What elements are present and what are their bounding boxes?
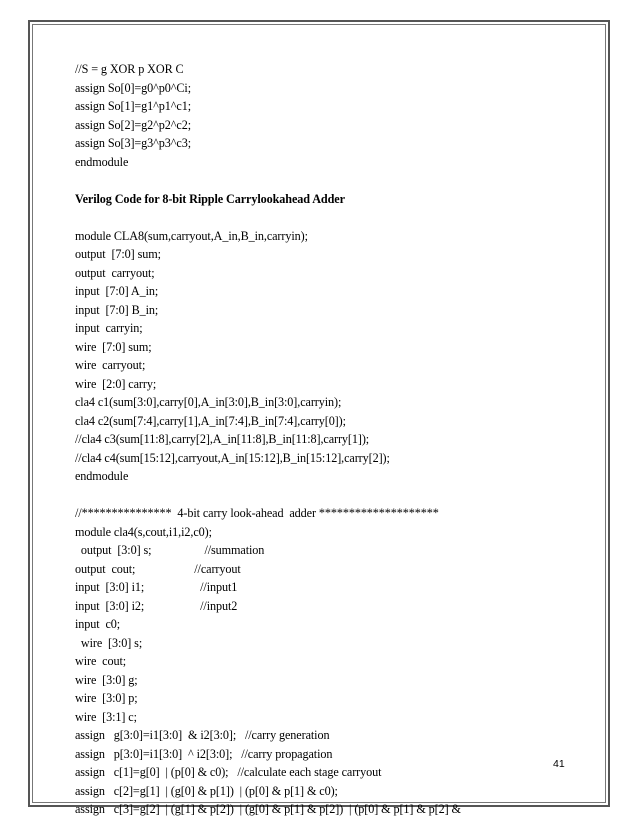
code-line: assign c[1]=g[0] | (p[0] & c0); //calculate each stage carryout [75, 765, 382, 779]
code-line: output [7:0] sum; [75, 247, 161, 261]
code-line: wire cout; [75, 654, 127, 668]
blank-line [75, 171, 575, 190]
code-line: endmodule [75, 469, 129, 483]
code-line: wire [3:1] c; [75, 709, 137, 724]
code-line: //S = g XOR p XOR C [75, 62, 184, 76]
code-line: input [7:0] A_in; [75, 284, 159, 298]
code-line: wire carryout; [75, 358, 146, 372]
code-line: //cla4 c3(sum[11:8],carry[2],A_in[11:8],B_in[11:8],carry[1]); [75, 432, 370, 446]
blank-line [75, 486, 575, 505]
code-line: output cout; //carryout [75, 561, 241, 576]
code-line: assign So[2]=g2^p2^c2; [75, 117, 191, 132]
code-listing [75, 60, 575, 819]
code-line: assign So[3]=g3^p3^c3; [75, 136, 191, 150]
page-number: 41 [553, 758, 565, 770]
code-line: input [7:0] B_in; [75, 302, 159, 317]
code-line: cla4 c2(sum[7:4],carry[1],A_in[7:4],B_in[7:4],carry[0]); [75, 413, 346, 428]
code-line: assign g[3:0]=i1[3:0] & i2[3:0]; //carry generation [75, 728, 330, 742]
code-line: output [3:0] s; //summation [75, 543, 265, 557]
code-line: input [3:0] i1; //input1 [75, 580, 238, 594]
code-line: input c0; [75, 617, 121, 631]
code-line: assign So[1]=g1^p1^c1; [75, 99, 191, 113]
code-line: wire [3:0] g; [75, 672, 138, 687]
code-line: wire [2:0] carry; [75, 376, 157, 391]
blank-line [75, 208, 575, 227]
code-line: input [3:0] i2; //input2 [75, 598, 238, 613]
code-line: assign c[3]=g[2] | (g[1] & p[2]) | (g[0] & p[1] & p[2]) | (p[0] & p[1] & p[2] & [75, 802, 461, 816]
code-line: assign c[2]=g[1] | (g[0] & p[1]) | (p[0] & p[1] & c0); [75, 783, 338, 798]
code-line: wire [7:0] sum; [75, 339, 152, 354]
code-line: //cla4 c4(sum[15:12],carryout,A_in[15:12],B_in[15:12],carry[2]); [75, 450, 390, 465]
code-line: assign p[3:0]=i1[3:0] ^ i2[3:0]; //carry propagation [75, 746, 333, 761]
code-line: endmodule [75, 154, 129, 169]
code-line: wire [3:0] s; [75, 635, 143, 650]
code-line: output carryout; [75, 265, 155, 280]
code-line: module cla4(s,cout,i1,i2,c0); [75, 524, 212, 539]
code-line: cla4 c1(sum[3:0],carry[0],A_in[3:0],B_in[3:0],carryin); [75, 395, 342, 409]
code-line: module CLA8(sum,carryout,A_in,B_in,carryin); [75, 228, 308, 243]
code-line: assign So[0]=g0^p0^Ci; [75, 80, 191, 95]
section-heading: Verilog Code for 8-bit Ripple Carrylookahead Adder [75, 191, 345, 206]
code-line: input carryin; [75, 321, 143, 335]
code-line: wire [3:0] p; [75, 691, 138, 705]
code-line: //*************** 4-bit carry look-ahead adder ******************** [75, 506, 439, 520]
